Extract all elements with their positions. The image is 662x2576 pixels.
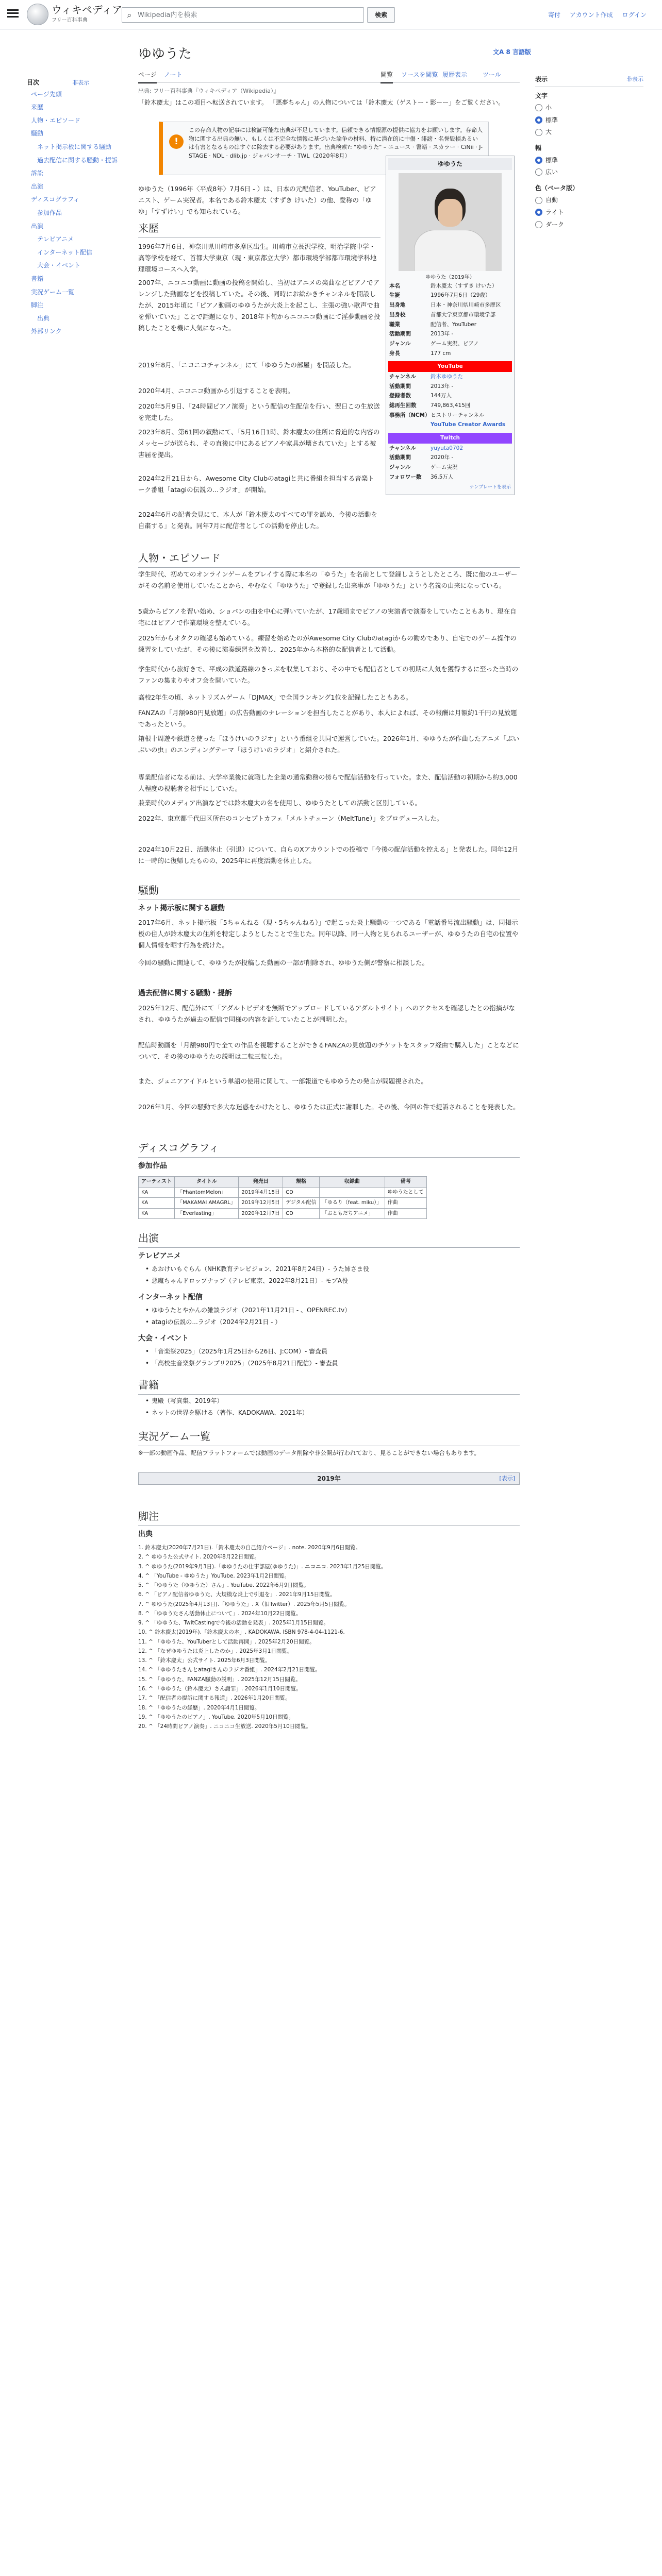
paragraph: 2022年、東京都千代田区所在のコンセプトカフェ「メルトチューン（MeltTune）」をプロデュースした。 <box>138 815 443 822</box>
paragraph: 箱根十周遊や鉄道を使った「ほうけいのラジオ」という番組を共同で運営していた。2026年1月、ゆゆうたが作曲したアニメ「ぶいぶいの虫」のエンディングテーマ「ほうけいのラジオ」と紹介された。 <box>138 735 520 754</box>
paragraph: 2023年8月、第61回の叙勲にて、「5月16日1時、鈴木慶太の住所に脅迫的な内容のメッセージが送られ、その直後に中にあるピアノや家具が壊されていた」とする被害届を提出。 <box>138 428 380 459</box>
table-of-contents <box>27 75 130 340</box>
wikipedia-logo-icon[interactable] <box>27 4 48 25</box>
list-item: • 鬼殿（写真集、2019年） <box>145 1396 520 1405</box>
tv-list <box>145 1264 520 1288</box>
list-item: • atagiの伝説の...ラジオ（2024年2月21日 - ） <box>145 1317 520 1327</box>
toc-item[interactable]: ページ先頭 <box>31 90 62 98</box>
color-dark-radio[interactable]: ダーク <box>535 220 643 230</box>
infobox-title: ゆゆうた <box>388 158 512 170</box>
toc-item[interactable]: テレビアニメ <box>37 235 74 243</box>
paragraph: FANZAの「月額980円見放題」の広告動画のナレーションを担当したことがあり、本人によれば、その報酬は月額約1千円の見放題であったという。 <box>138 709 517 728</box>
toc-item[interactable]: 来歴 <box>31 104 44 111</box>
paragraph: 配信時動画を「月額980円で全ての作品を視聴することができるFANZAの見放題のチケットをスタッフ経由で購入した」ことなどについて、その後のゆゆうたの説明は二転三転した。 <box>138 1041 519 1060</box>
table-cell: 作曲 <box>385 1198 426 1209</box>
section-heading-notes: 脚注 <box>138 1509 520 1526</box>
events-list <box>145 1347 520 1370</box>
table-row <box>139 1208 427 1219</box>
reference-item: 18. ^ 「ゆゆうたの経歴」. 2020年4月1日閲覧。 <box>138 1704 260 1711</box>
paragraph: 5歳からピアノを習い始め、ショパンの曲を中心に弾いていたが、17歳頃までピアノの実演者で演奏をしていたこともあり、現在自宅にはピアノで作業環境を整えている。 <box>138 607 517 626</box>
reference-item: 10. ^ 鈴木慶太(2019年).「鈴木慶太の本」. KADOKAWA. ISBN 978-4-04-1121-6. <box>138 1629 345 1636</box>
table-cell: ゆゆうたとして <box>385 1187 426 1198</box>
toc-item[interactable]: 外部リンク <box>31 328 62 335</box>
table-cell: デジタル配信 <box>283 1198 320 1209</box>
tab-history[interactable]: 履歴表示 <box>442 71 468 78</box>
main-menu-icon[interactable] <box>7 9 19 18</box>
tab-tools[interactable]: ツール <box>483 71 501 78</box>
site-name[interactable]: ウィキペディア <box>52 4 123 16</box>
color-auto-radio[interactable]: 自動 <box>535 195 643 205</box>
create-account-link[interactable]: アカウント作成 <box>569 11 613 19</box>
subsection-heading: 大会・イベント <box>138 1334 189 1343</box>
color-heading: 色（ベータ版） <box>535 184 579 192</box>
portrait-photo[interactable] <box>399 173 502 271</box>
sourcing-notice: ! この存命人物の記事には検証可能な出典が不足しています。信頼できる情報源の提供に協力をお願いします。存命人物に関する出典の無い、もしくは不完全な情報に基づいた論争の材料、特に潜在的に中傷・誹謗・名誉毀損あるいは有害となるものはすぐに除去する必要があります。出典検索?: "ゆゆうた" – ニュース · 書籍 · スカラー · CiNii · J-STAGE · NDL · dlib.jp · ジャパンサーチ · TWL（2020年8月） <box>159 122 489 175</box>
paragraph: 2025年12月、配信外にて「アダルトビデオを無断でアップロードしているアダルトサイト」へのアクセスを確認したとの指摘がなされ、ゆゆうたが過去の配信で同様の内容を話していたことが判明した。 <box>138 1004 516 1023</box>
table-header: 収録曲 <box>319 1177 385 1188</box>
width-standard-radio[interactable]: 標準 <box>535 156 643 165</box>
reference-item: 7. ^ ゆゆうた(2025年4月13日).「ゆゆうた」. X（旧Twitter）. 2025年5月5日閲覧。 <box>138 1601 350 1607</box>
reference-item: 2. ^ ゆゆうた公式サイト. 2020年8月22日閲覧。 <box>138 1554 260 1561</box>
appearance-hide-button[interactable]: 非表示 <box>626 76 643 82</box>
paragraph: 学生時代、初めてのオンラインゲームをプレイする際に本名の「ゆうた」を名前として登録しようとしたところ、既に他のユーザーがその名前を使用していたことから、やむなく「ゆゆうた」で登録した出来事が「ゆゆうた」という名義の由来になっている。 <box>138 570 518 589</box>
hatnote: 「鈴木慶太」はこの項目へ転送されています。 「悪夢ちゃん」の人物については「鈴木慶太（ゲストー・影ーー」をご覧ください。 <box>138 99 505 106</box>
toc-item[interactable]: 実況ゲーム一覧 <box>31 288 75 296</box>
reference-item: 17. ^ 「配信者の提訴に関する報道」. 2026年1月20日閲覧。 <box>138 1695 291 1702</box>
table-cell <box>319 1187 385 1198</box>
reference-item: 9. ^ 「ゆゆうた、TwitCastingで今後の活動を発表」. 2025年1月15日閲覧。 <box>138 1620 329 1626</box>
paragraph: また、ジュニアアイドルという単語の使用に関して、一部報道でもゆゆうたの発言が問題視された。 <box>138 1077 427 1085</box>
infobox-caption: ゆゆうた（2019年） <box>425 274 475 280</box>
search-button[interactable]: 検索 <box>367 7 395 23</box>
paragraph: 2007年、ニコニコ動画に動画の投稿を開始し、当初はアニメの楽曲などピアノでアレンジした動画などを投稿していた。その後、同時にお絵かきチャンネルを開設したが、2015年頃に「ピアノ動画のゆゆうたが大炎上を起こし、主張の強い歌声で曲を弾いていた」ことで話題になり、2018年下旬からニコニコ動画にて淫夢動画を投稿したことを機に人気になった。 <box>138 279 380 332</box>
site-header <box>0 0 662 30</box>
paragraph: 2020年4月、ニコニコ動画から引退することを表明。 <box>138 387 294 395</box>
toc-item[interactable]: ネット掲示板に関する騒動 <box>37 143 112 150</box>
text-size-small-radio[interactable]: 小 <box>535 103 643 113</box>
table-cell: 作曲 <box>385 1208 426 1219</box>
list-item: • あおけいもぐらん（NHK教育テレビジョン、2021年8月24日）- うた姉さま役 <box>145 1264 520 1274</box>
paragraph: 2025年からオタクの確認も始めている。練習を始めたのがAwesome City Clubのatagiからの勧めであり、自宅でのゲーム操作の練習をしていたが、その後に演奏練習を改善し、2025年から本格的な配信者として活動。 <box>138 634 517 653</box>
section-heading-people: 人物・エピソード <box>138 550 520 568</box>
table-cell: 「PhantomMelon」 <box>175 1187 239 1198</box>
tab-page[interactable]: ページ <box>138 70 157 83</box>
paragraph: 2019年8月、「ニコニコチャンネル」にて「ゆゆうたの部屋」を開設した。 <box>138 361 355 369</box>
appearance-panel <box>535 75 643 232</box>
paragraph: 2020年5月9日、「24時間ピアノ演奏」という配信の生配信を行い、翌日この生放送を完走した。 <box>138 402 380 421</box>
twitch-header: Twitch <box>388 433 512 444</box>
games-year-header: 2019年 [表示] <box>138 1472 520 1485</box>
donate-link[interactable]: 寄付 <box>548 11 561 19</box>
reference-item: 20. ^ 「24時間ピアノ演奏」. ニコニコ生放送. 2020年5月10日閲覧。 <box>138 1723 311 1730</box>
warning-icon: ! <box>169 134 184 149</box>
table-cell: KA <box>139 1208 175 1219</box>
table-row <box>139 1187 427 1198</box>
table-header-row <box>139 1177 427 1188</box>
table-cell: 2019年12月5日 <box>239 1198 283 1209</box>
net-list <box>145 1306 520 1329</box>
tab-view-source[interactable]: ソースを閲覧 <box>401 71 438 78</box>
paragraph: 2024年6月の記者会見にて、本人が「鈴木慶太のすべての罪を認め、今後の活動を自粛する」と発表。同年7月に配信者としての活動を停止した。 <box>138 511 377 530</box>
table-header: 備考 <box>385 1177 426 1188</box>
reference-item: 11. ^ 「ゆゆうた、YouTuberとして活動再開」. 2025年2月20日閲覧。 <box>138 1638 315 1645</box>
reference-item: 5. ^ 「ゆゆうた（ゆゆうた）さん」. YouTube. 2022年6月9日閲覧。 <box>138 1582 309 1589</box>
personal-tools <box>541 10 647 20</box>
list-item: • ゆゆうたとやかんの雑談ラジオ（2021年11月21日 - 、OPENREC.tv） <box>145 1306 520 1315</box>
paragraph: 高校2年生の頃、ネットリズムゲーム「DJMAX」で全国ランキング1位を記録したこともある。 <box>138 693 412 701</box>
participation-table <box>138 1176 427 1219</box>
width-heading: 幅 <box>535 144 542 151</box>
section-heading-games: 実況ゲーム一覧 <box>138 1429 520 1446</box>
reference-item: 3. ^ ゆゆうた(2019年9月3日).「ゆゆうたの仕事部屋(ゆゆうた)」. ニコニコ. 2023年1月25日閲覧。 <box>138 1563 387 1570</box>
paragraph: 学生時代から旅好きで、平成の鉄道路線のきっぷを収集しており、その中でも配信者としての初期に人気を獲得するに至った当時のファンの集まりやオフ会を開いていた。 <box>138 665 519 684</box>
reference-item: 12. ^ 「なぜゆゆうたは炎上したのか」. 2025年3月1日閲覧。 <box>138 1648 293 1654</box>
table-header: タイトル <box>175 1177 239 1188</box>
template-link[interactable]: テンプレートを表示 <box>469 484 511 490</box>
toc-item[interactable]: 出演 <box>31 182 44 190</box>
paragraph: 2017年6月、ネット掲示板「5ちゃんねる（現・5ちゃんねる）」で起こった炎上騒動の一つである「電話番号流出騒動」は、同掲示板の住人が鈴木慶太の住所を特定しようとしたことで生じた。同年以降、同一人物と見られるユーザーが、ゆゆうたの自宅の位置や個人情報を晒す行為を続けた。 <box>138 919 519 949</box>
table-cell: KA <box>139 1187 175 1198</box>
toc-item[interactable]: 人物・エピソード <box>31 116 81 124</box>
reference-item: 16. ^ 「ゆゆうた（鈴木慶太）さん謝罪」. 2026年1月10日閲覧。 <box>138 1685 302 1692</box>
table-cell: 2019年4月15日 <box>239 1187 283 1198</box>
text-size-heading: 文字 <box>535 92 548 99</box>
list-item: • ネットの世界を駆ける（著作、KADOKAWA、2021年） <box>145 1408 520 1417</box>
expand-button[interactable]: [表示] <box>499 1475 515 1482</box>
list-item: • 「高校生音楽祭グランプリ2025」（2025年8月21日配信）- 審査員 <box>145 1359 520 1368</box>
paragraph: 兼業時代のメディア出演などでは鈴木慶太の名を使用し、ゆゆうたとしての活動と区別している。 <box>138 799 422 807</box>
table-cell: 2020年12月7日 <box>239 1208 283 1219</box>
table-cell: 「MAKAMAI AMAGRL」 <box>175 1198 239 1209</box>
table-cell: CD <box>283 1208 320 1219</box>
text-size-large-radio[interactable]: 大 <box>535 127 643 137</box>
youtube-header: YouTube <box>388 361 512 372</box>
section-heading-history: 来歴 <box>138 221 380 238</box>
paragraph: 今回の騒動に関連して、ゆゆうたが投稿した動画の一部が削除され、ゆゆうた側が警察に相談した。 <box>138 959 429 967</box>
appearance-heading: 表示 非表示 <box>535 75 643 87</box>
text-size-standard-radio[interactable]: 標準 <box>535 115 643 125</box>
toc-item[interactable]: ディスコグラフィ <box>31 196 80 204</box>
table-cell: 「ゆるり（feat. miku）」 <box>319 1198 385 1209</box>
infobox: ゆゆうた ゆゆうた（2019年） 本名 鈴木慶太（すずき けいた） 生誕 1996年7月6日（29歳） 出身地 日本・神奈川県川崎市多摩区 出身校 首都大学東京都市環境学部 職業 配信者、YouTuber 活動期間 2013年 - ジャンル ゲーム実況、ピアノ 身長 177 cm YouTube チャンネル 鈴木ゆゆうた 活動期間 2013年 - 登録者数 144万人 総再生回数 749,863,415回 事務所（NCM） ヒストリーチャンネル YouTube Creator Awards Twitch チャンネル yuyuta0702 活動期間 2020年 - ジャンル ゲーム実況 フォロワー数 36.5万人 テンプレートを表示 <box>386 156 515 495</box>
reference-item: 13. ^ 「鈴木慶太」公式サイト. 2025年6月3日閲覧。 <box>138 1657 271 1664</box>
table-cell: CD <box>283 1187 320 1198</box>
site-tagline: フリー百科事典 <box>52 18 88 23</box>
reference-item: 6. ^ 「ピアノ配信者ゆゆうた、大規模な炎上で引退を」. 2021年9月15日閲覧。 <box>138 1591 336 1598</box>
toc-item[interactable]: 書籍 <box>31 275 44 282</box>
toc-item[interactable]: 大会・イベント <box>37 262 81 269</box>
section-heading-discography: ディスコグラフィ <box>138 1140 520 1158</box>
toc-hide-button[interactable]: 非表示 <box>72 79 90 86</box>
tab-talk[interactable]: ノート <box>164 71 183 78</box>
subsection-heading: インターネット配信 <box>138 1293 203 1301</box>
login-link[interactable]: ログイン <box>622 11 647 19</box>
reference-item: 1. 鈴木慶太(2020年7月21日).「鈴木慶太の自己紹介ページ」. note. 2020年9月6日閲覧。 <box>138 1545 361 1551</box>
reference-item: 4. ^ 「YouTube - ゆゆうた」YouTube. 2023年1月2日閲覧。 <box>138 1572 290 1579</box>
paragraph: 2026年1月、今回の騒動で多大な迷惑をかけたとし、ゆゆうたは正式に謝罪した。その後、今回の件で提訴されることを発表した。 <box>138 1103 520 1111</box>
reference-item: 14. ^ 「ゆゆうたさんとatagiさんのラジオ番組」. 2024年2月21日閲覧。 <box>138 1667 321 1673</box>
toc-heading: 目次 非表示 <box>27 79 90 86</box>
search-input[interactable]: ⌕ Wikipedia内を検索 <box>122 7 364 23</box>
table-cell: KA <box>139 1198 175 1209</box>
paragraph: 2024年2月21日から、Awesome City Clubのatagiと共に番組を担当する音楽トーク番組「atagiの伝説の...ラジオ」が開始。 <box>138 474 374 494</box>
subsection-heading: 参加作品 <box>138 1162 167 1170</box>
toc-item[interactable]: 騒動 <box>31 130 44 138</box>
paragraph: 2024年10月22日、活動休止（引退）について、自らのXアカウントでの投稿で「今後の配信活動を控える」と発表した。同年12月に一時的に復帰したものの、2025年に再度活動を休止した。 <box>138 845 519 865</box>
paragraph: 専業配信者になる前は、大学卒業後に就職した企業の通常勤務の傍らで配信活動を行っていた。また、配信活動の初期から約3,000人程度の視聴者を相手にしていた。 <box>138 773 518 792</box>
section-heading-appearances: 出演 <box>138 1230 520 1248</box>
reference-item: 19. ^ 「ゆゆうたのピアノ」. YouTube. 2020年5月10日閲覧。 <box>138 1714 294 1720</box>
subsection-heading: ネット掲示板に関する騒動 <box>138 904 225 912</box>
toc-item[interactable]: 出典 <box>37 314 50 322</box>
page-source-note: 出典: フリー百科事典『ウィキペディア（Wikipedia）』 <box>138 88 279 94</box>
table-header: 規格 <box>283 1177 320 1188</box>
toc-item[interactable]: 出演 <box>31 222 44 230</box>
subsection-heading: テレビアニメ <box>138 1252 181 1260</box>
section-heading-books: 書籍 <box>138 1377 520 1395</box>
section-heading-trouble: 騒動 <box>138 883 520 900</box>
reference-item: 8. ^ 「ゆゆうたさん活動休止について」. 2024年10月22日閲覧。 <box>138 1610 302 1617</box>
page-tabs <box>138 67 520 82</box>
language-button[interactable]: 文A 8 言語版 <box>493 48 531 56</box>
color-light-radio[interactable]: ライト <box>535 208 643 217</box>
references-list <box>138 1544 520 1732</box>
list-item: • 「音楽祭2025」（2025年1月25日から26日、J:COM）- 審査員 <box>145 1347 520 1356</box>
reference-item: 15. ^ 「ゆゆうた、FANZA騒動の説明」. 2025年12月15日閲覧。 <box>138 1676 301 1683</box>
width-wide-radio[interactable]: 広い <box>535 167 643 177</box>
subsection-heading: 出典 <box>138 1530 153 1538</box>
toc-item[interactable]: 脚注 <box>31 301 44 309</box>
table-header: 発売日 <box>239 1177 283 1188</box>
paragraph: 1996年7月6日、神奈川県川崎市多摩区出生。川崎市立長沢学校、明治学院中学・高等学校を経て、首都大学東京（現・東京都立大学）都市環境学部都市環境学科地理環境コースへ入学。 <box>138 243 377 273</box>
toc-item[interactable]: インターネット配信 <box>37 248 92 256</box>
table-row <box>139 1198 427 1209</box>
toc-item[interactable]: 過去配信に関する騒動・提訴 <box>37 156 118 164</box>
table-header: アーティスト <box>139 1177 175 1188</box>
games-note: ※一部の動画作品、配信プラットフォームでは動画のデータ削除や非公開が行われており、見ることができない場合もあります。 <box>138 1449 481 1456</box>
toc-item[interactable]: 訴訟 <box>31 170 44 177</box>
page-title: ゆゆうた <box>138 46 192 62</box>
books-list <box>145 1396 520 1420</box>
intro-paragraph: ゆゆうた（1996年〈平成8年〉7月6日 - ）は、日本の元配信者、YouTuber、ピアニスト、ゲーム実況者。本名である鈴木慶太（すずき けいた）の他、愛称の「ゆゆ」「すずけい」でも知られている。 <box>138 185 376 215</box>
list-item: • 悪魔ちゃんドロップナップ（テレビ東京、2022年8月21日）- モブA役 <box>145 1276 520 1285</box>
tab-read[interactable]: 閲覧 <box>380 70 393 83</box>
toc-item[interactable]: 参加作品 <box>37 209 62 216</box>
table-cell: 「Everlasting」 <box>175 1208 239 1219</box>
subsection-heading: 過去配信に関する騒動・提訴 <box>138 989 232 997</box>
table-cell: 「おともだちアニメ」 <box>319 1208 385 1219</box>
